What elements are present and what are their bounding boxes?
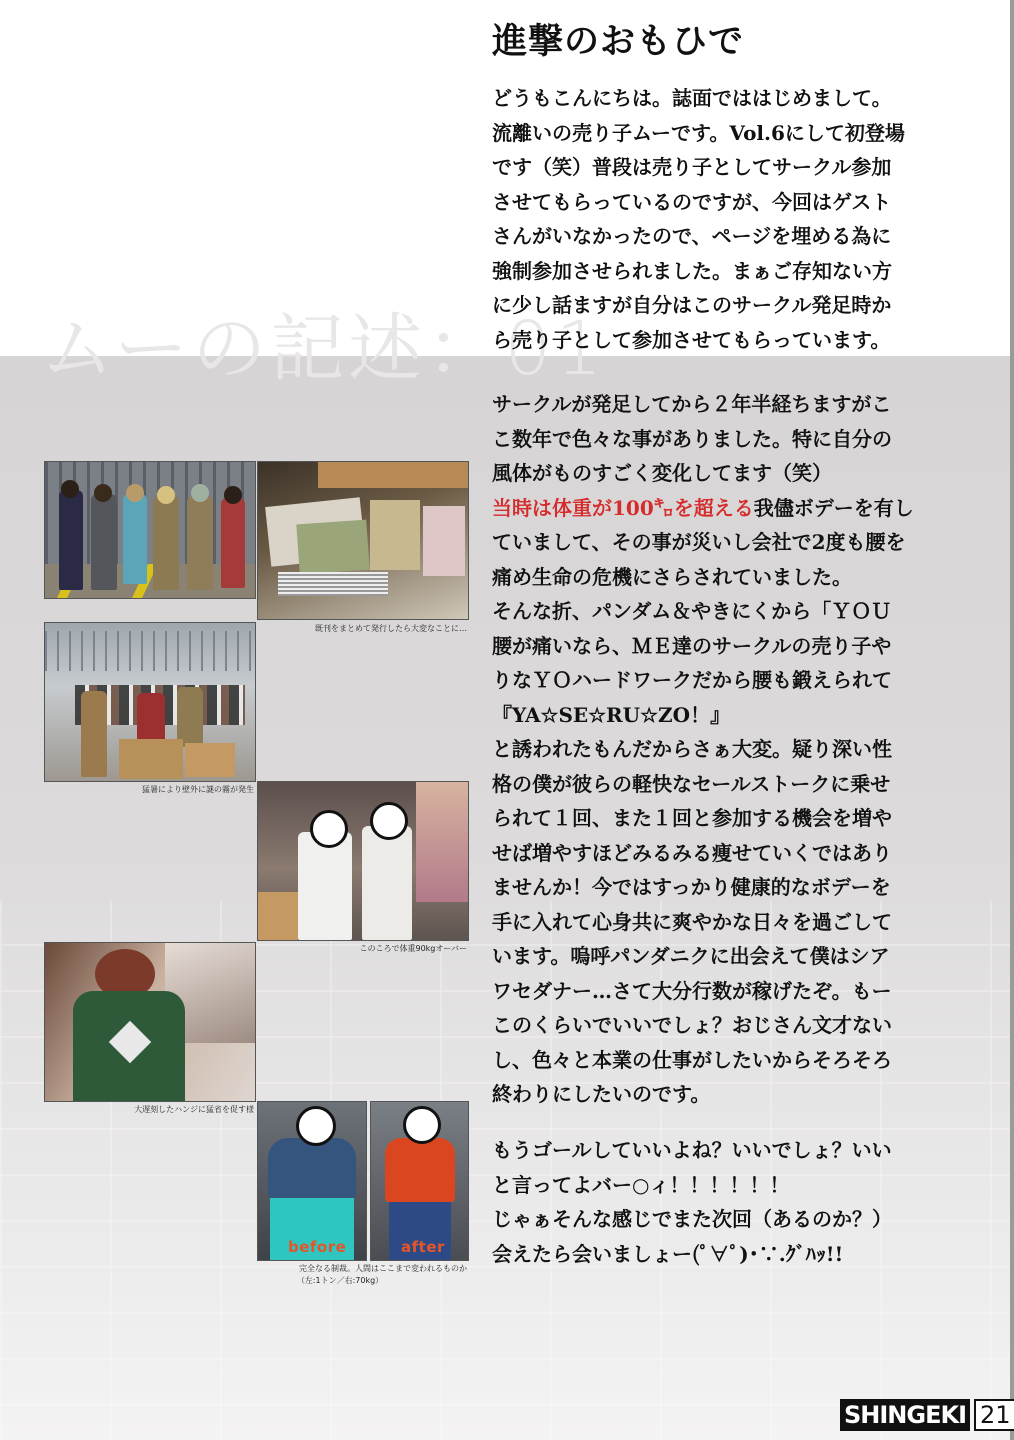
text-line: 格の僕が彼らの軽快なセールストークに乗せ <box>492 771 891 796</box>
text-line: 風体がものすごく変化してます（笑） <box>492 461 832 485</box>
body-paragraph <box>492 387 914 1112</box>
text-line: ワセダナー…さて大分行数が稼げたぞ。もー <box>492 978 892 1003</box>
text-line: ませんか！今ではすっかり健康的なボデーを <box>492 875 891 899</box>
magazine-logo <box>840 1398 1014 1432</box>
text-line: さんがいなかったので、ページを埋める為に <box>492 224 892 248</box>
group-lineup-photo <box>44 461 256 599</box>
text-line-highlight <box>492 491 914 526</box>
text-line: に少し話ますが自分はこのサークル発足時か <box>492 293 892 317</box>
photo-caption: 完全なる制裁。人間はここまで変われるものか <box>299 1264 467 1273</box>
before-label: before <box>288 1238 347 1256</box>
photo-caption: このころで体重90kgオーバー <box>359 944 467 953</box>
text-line: どうもこんにちは。誌面でははじめまして。 <box>492 86 892 110</box>
after-label: after <box>401 1238 445 1256</box>
text-line: もうゴールしていいよね？いいでしょ？いい <box>492 1138 892 1162</box>
text-line: 手に入れて心身共に爽やかな日々を過ごして <box>492 909 892 934</box>
text-line: こ数年で色々な事がありました。特に自分の <box>492 426 892 451</box>
text-line: 流離いの売り子ムーです。Vol.6にして初登場 <box>492 120 905 145</box>
text-line: 『YA☆SE☆RU☆ZO！』 <box>492 702 731 727</box>
intro-paragraph <box>492 81 904 357</box>
text-line: 強制参加させられました。まぁご存知ない方 <box>492 258 892 283</box>
text-line: 終わりにしたいのです。 <box>492 1082 711 1106</box>
page-edge <box>1010 0 1014 1440</box>
text-line: じゃぁそんな感じでまた次回（あるのか？） <box>492 1207 892 1231</box>
logo-text: SHINGEKI <box>840 1399 970 1431</box>
photo-caption: 既刊をまとめて発行したら大変なことに… <box>315 624 467 633</box>
text-line: せば増やすほどみるみる痩せていくではあり <box>492 840 892 865</box>
text-line: です（笑）普段は売り子としてサークル参加 <box>492 155 892 179</box>
text-line: られて１回、また１回と参加する機会を増や <box>492 806 892 830</box>
text-line: サークルが発足してから２年半経ちますがこ <box>492 392 892 416</box>
text-line: 腰が痛いなら、ＭＥ達のサークルの売り子や <box>492 633 892 658</box>
highlight-text: 当時は <box>492 495 552 520</box>
event-hall-photo <box>44 622 256 782</box>
text-line: ら売り子として参加させてもらっています。 <box>492 327 891 352</box>
background-section-title: ムーの記述：01 <box>40 306 607 392</box>
after-photo <box>370 1101 469 1261</box>
text-line: と誘われたもんだからさぁ大変。疑り深い性 <box>492 737 892 761</box>
text-line: います。嗚呼パンダニクに出会えて僕はシア <box>492 944 890 968</box>
books-table-photo <box>257 461 469 620</box>
text-line: させてもらっているのですが、今回はゲスト <box>492 189 892 214</box>
photo-caption: 大遅刻したハンジに猛省を促す様 <box>134 1105 254 1114</box>
panda-masks-photo <box>257 781 469 941</box>
text-line: 会えたら会いましょー(ﾟ∀ﾟ)･∵.ｸﾞﾊｯ!! <box>492 1241 844 1266</box>
text-line: そんな折、パンダム＆やきにくから「ＹＯＵ <box>492 599 892 623</box>
page-title: 進撃のおもひで <box>492 21 745 62</box>
photo-caption: 猛暑により壁外に謎の霧が発生 <box>142 785 254 794</box>
text-line: このくらいでいいでしょ？おじさん文才ない <box>492 1013 892 1037</box>
text-line: 痛め生命の危機にさらされていました。 <box>492 564 852 589</box>
text-line: ていまして、その事が災いし会社で2度も腰を <box>492 530 906 554</box>
page-number: 21 <box>974 1399 1014 1431</box>
closing-paragraph <box>492 1133 904 1271</box>
photo-caption: （左:1トン／右:70kg） <box>296 1276 384 1285</box>
text-line: し、色々と本業の仕事がしたいからそろそろ <box>492 1047 892 1072</box>
cosplayer-cloak-photo <box>44 942 256 1102</box>
text-line: と言ってよバー○ィ！！！！！！ <box>492 1172 790 1197</box>
text-line: りなＹＯハードワークだから腰も鍛えられて <box>492 668 892 692</box>
highlight-text: 体重が100㌔を超える <box>552 495 754 520</box>
before-photo <box>257 1101 367 1261</box>
text-segment: 我儘ボデーを有し <box>753 495 914 520</box>
